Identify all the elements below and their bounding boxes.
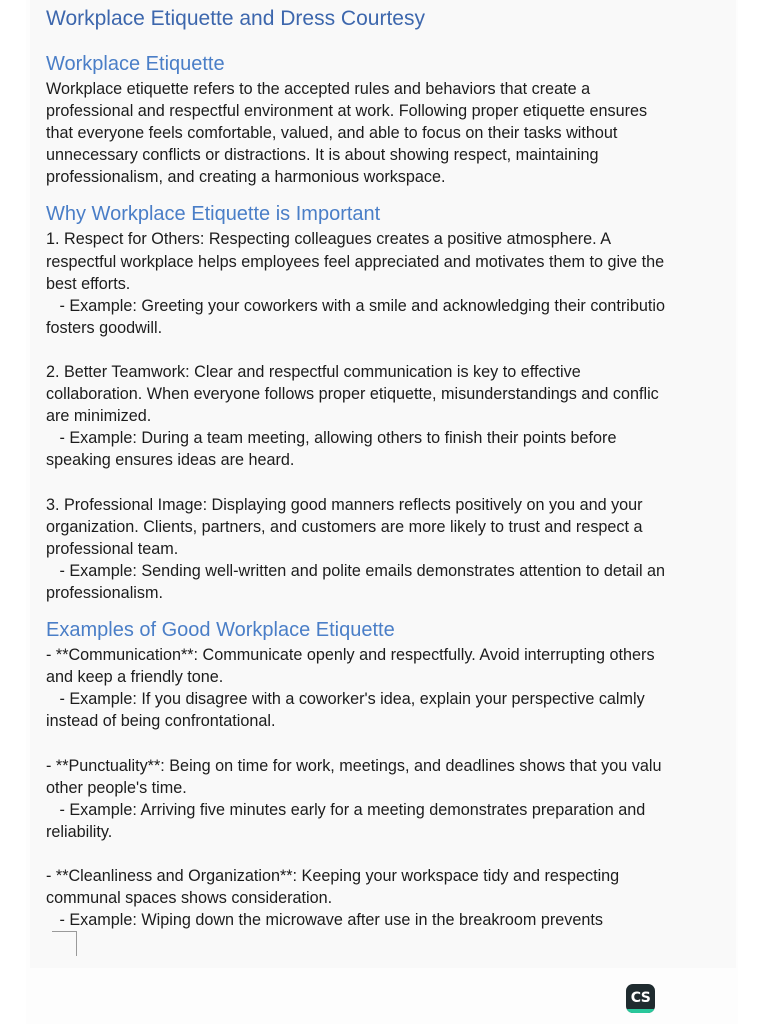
section-spacer <box>46 188 746 202</box>
body-text-line: - **Cleanliness and Organization**: Keeping your workspace tidy and respecting <box>46 867 620 885</box>
blank-line <box>46 732 746 754</box>
document-sections <box>46 52 746 931</box>
body-text-line: 1. Respect for Others: Respecting colleagues creates a positive atmosphere. A <box>46 230 612 249</box>
body-text-line: speaking ensures ideas are heard. <box>46 451 295 470</box>
body-text-line: professional team. <box>46 539 179 558</box>
body-text-line: communal spaces shows consideration. <box>46 889 333 908</box>
body-text-line: respectful workplace helps employees feel appreciated and motivates them to give the <box>46 252 665 271</box>
blank-line <box>46 339 746 361</box>
section-heading: Why Workplace Etiquette is Important <box>46 203 381 226</box>
body-text-line: reliability. <box>46 822 113 841</box>
document-title: Workplace Etiquette and Dress Courtesy <box>46 7 425 30</box>
camscanner-logo-icon: CS <box>626 984 655 1013</box>
body-text-line: - Example: If you disagree with a coworker's idea, explain your perspective calmly <box>46 690 645 709</box>
body-text-line: instead of being confrontational. <box>46 712 276 731</box>
section-heading: Examples of Good Workplace Etiquette <box>46 619 395 642</box>
body-text-line: that everyone feels comfortable, valued, and able to focus on their tasks without <box>46 124 618 143</box>
body-text-line: - **Communication**: Communicate openly and respectfully. Avoid interrupting others <box>46 646 655 665</box>
body-text-line: and keep a friendly tone. <box>46 668 224 687</box>
blank-line <box>46 843 746 865</box>
section-spacer <box>46 604 746 618</box>
body-text-line: unnecessary conflicts or distractions. It is about showing respect, maintaining <box>46 146 599 165</box>
section-heading: Workplace Etiquette <box>46 53 225 75</box>
body-text-line: professional and respectful environment at work. Following proper etiquette ensures <box>46 102 648 121</box>
blank-line <box>46 472 746 494</box>
body-text-line: 2. Better Teamwork: Clear and respectful communication is key to effective <box>46 363 581 382</box>
body-text-line: - Example: Wiping down the microwave after use in the breakroom prevents <box>46 911 603 930</box>
body-text-line: - Example: Greeting your coworkers with a smile and acknowledging their contributio <box>46 296 666 315</box>
body-text-line: - Example: During a team meeting, allowing others to finish their points before <box>46 429 617 448</box>
body-text-line: professionalism, and creating a harmonious workspace. <box>46 168 446 187</box>
body-text-line: fosters goodwill. <box>46 318 163 337</box>
page-corner-mark <box>52 931 77 956</box>
body-text-line: Workplace etiquette refers to the accepted rules and behaviors that create a <box>46 80 591 98</box>
body-text-line: collaboration. When everyone follows proper etiquette, misunderstandings and conflic <box>46 385 659 404</box>
body-text-line: professionalism. <box>46 583 163 602</box>
body-text-line: - **Punctuality**: Being on time for work, meetings, and deadlines shows that you valu <box>46 756 662 775</box>
body-text-line: organization. Clients, partners, and customers are more likely to trust and respect a <box>46 517 643 536</box>
document-content <box>46 4 746 931</box>
body-text-line: best efforts. <box>46 274 131 293</box>
body-text-line: other people's time. <box>46 778 187 797</box>
body-text-line: 3. Professional Image: Displaying good manners reflects positively on you and your <box>46 495 643 514</box>
body-text-line: - Example: Arriving five minutes early for a meeting demonstrates preparation and <box>46 800 646 819</box>
body-text-line: are minimized. <box>46 407 152 426</box>
body-text-line: - Example: Sending well-written and polite emails demonstrates attention to detail an <box>46 561 666 580</box>
